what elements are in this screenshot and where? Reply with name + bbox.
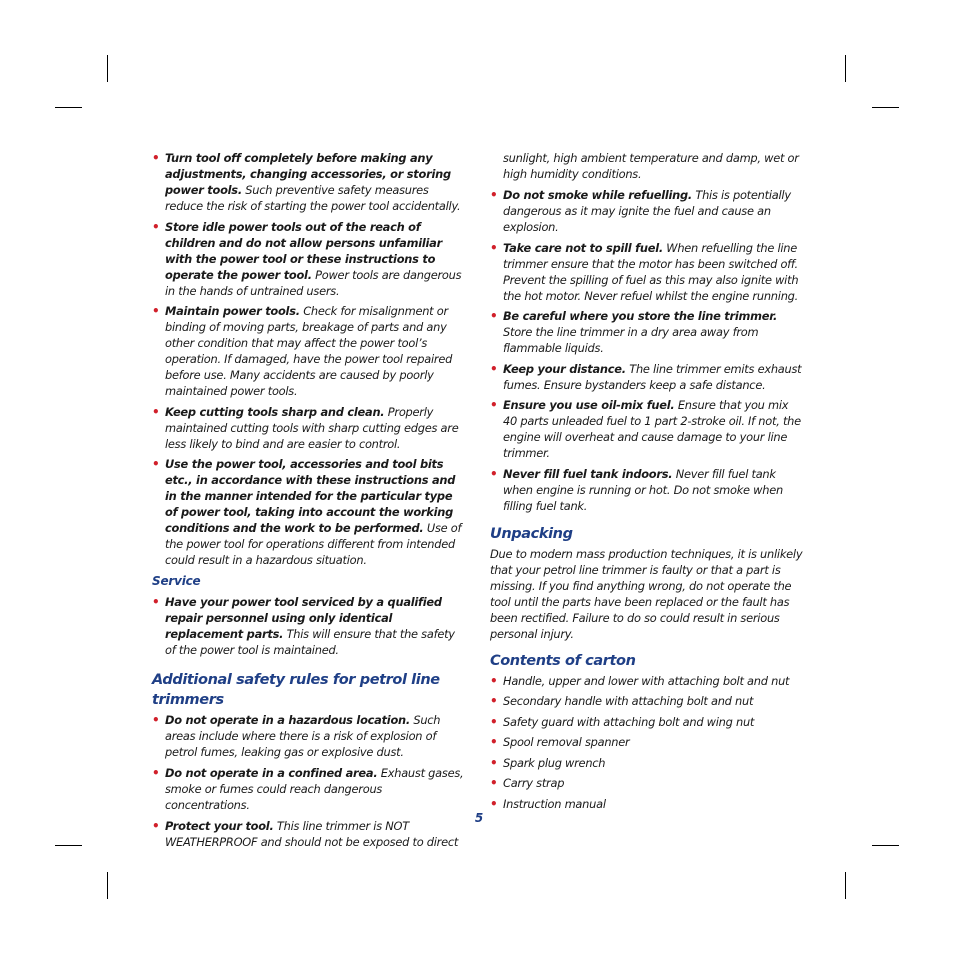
item-lead: Ensure you use oil-mix fuel. bbox=[503, 398, 675, 413]
list-item bbox=[490, 673, 803, 689]
bullet-icon: • bbox=[152, 219, 160, 234]
item-text: This will ensure that the safety of the power tool is maintained. bbox=[165, 627, 455, 658]
item-text: Use of the power tool for operations different from intended could result in a hazardous situation. bbox=[165, 521, 462, 568]
list-item bbox=[490, 734, 803, 750]
list-item bbox=[490, 693, 803, 709]
list-item bbox=[490, 240, 803, 304]
left-column bbox=[152, 150, 465, 854]
item-text: Properly maintained cutting tools with sharp cutting edges are less likely to bind and are easier to control. bbox=[165, 404, 459, 451]
list-item bbox=[152, 303, 465, 399]
item-text: Store the line trimmer in a dry area away from flammable liquids. bbox=[503, 325, 759, 356]
crop-mark bbox=[845, 872, 846, 899]
list-item bbox=[152, 712, 465, 760]
item-text: Never fill fuel tank when engine is running or hot. Do not smoke when filling fuel tank. bbox=[503, 466, 783, 513]
right-column bbox=[490, 150, 803, 816]
item-text: Power tools are dangerous in the hands of untrained users. bbox=[165, 267, 462, 298]
bullet-icon: • bbox=[490, 466, 498, 481]
item-text: The line trimmer emits exhaust fumes. Ensure bystanders keep a safe distance. bbox=[503, 361, 802, 392]
crop-mark bbox=[845, 55, 846, 82]
bullet-icon: • bbox=[152, 713, 160, 728]
service-heading: Service bbox=[152, 574, 201, 589]
unpacking-heading: Unpacking bbox=[490, 525, 573, 542]
item-lead: Do not smoke while refuelling. bbox=[503, 188, 692, 202]
list-item bbox=[152, 594, 465, 658]
item-text: Ensure that you mix 40 parts unleaded fuel to 1 part 2-stroke oil. If not, the engine will overheat and cause damage to your line trimmer. bbox=[503, 398, 801, 461]
item-lead: Turn tool off completely before making any adjustments, changing accessories, or storing power tools. bbox=[165, 151, 451, 197]
list-item bbox=[490, 397, 803, 461]
bullet-icon: • bbox=[490, 188, 498, 202]
bullet-icon: • bbox=[490, 361, 498, 376]
item-text: When refuelling the line trimmer ensure that the motor has been switched off. Prevent the spilling of fuel as this may also ignite with the hot motor. Never refuel whilst the engine running. bbox=[503, 240, 799, 303]
item-lead: Protect your tool. bbox=[165, 818, 274, 833]
contents-heading: Contents of carton bbox=[490, 652, 636, 669]
crop-mark bbox=[872, 845, 899, 846]
bullet-icon: • bbox=[152, 595, 160, 610]
item-lead: Keep cutting tools sharp and clean. bbox=[165, 404, 385, 419]
item-lead: Do not operate in a confined area. bbox=[165, 765, 378, 780]
item-text: Safety guard with attaching bolt and wing nut bbox=[503, 714, 755, 729]
list-item bbox=[490, 466, 803, 514]
item-text: Spark plug wrench bbox=[503, 755, 606, 770]
list-item bbox=[490, 187, 803, 235]
item-text: Instruction manual bbox=[503, 796, 606, 811]
item-text: Such preventive safety measures reduce the risk of starting the power tool accidentally. bbox=[165, 183, 461, 213]
item-lead: Have your power tool serviced by a qualified repair personnel using only identical replacement parts. bbox=[165, 595, 442, 642]
bullet-icon: • bbox=[490, 240, 498, 255]
item-lead: Never fill fuel tank indoors. bbox=[503, 466, 673, 481]
bullet-icon: • bbox=[490, 714, 498, 729]
list-item bbox=[152, 818, 465, 850]
continuation-text: sunlight, high ambient temperature and damp, wet or high humidity conditions. bbox=[503, 151, 799, 181]
bullet-icon: • bbox=[152, 457, 160, 472]
bullet-icon: • bbox=[152, 304, 160, 319]
item-text: Secondary handle with attaching bolt and nut bbox=[503, 694, 754, 709]
crop-mark bbox=[55, 845, 82, 846]
list-item bbox=[152, 456, 465, 568]
list-item bbox=[490, 361, 803, 393]
list-item bbox=[152, 219, 465, 299]
bullet-icon: • bbox=[152, 818, 160, 833]
list-item bbox=[490, 714, 803, 730]
page-number: 5 bbox=[474, 811, 484, 825]
crop-mark bbox=[107, 872, 108, 899]
bullet-icon: • bbox=[490, 796, 498, 811]
item-lead: Use the power tool, accessories and tool bits etc., in accordance with these instructions and in the manner intended for the particular type of power tool, taking into account the working conditions and the work to be performed. bbox=[165, 457, 456, 536]
bullet-icon: • bbox=[152, 151, 160, 165]
item-text: Handle, upper and lower with attaching bolt and nut bbox=[503, 673, 790, 688]
bullet-icon: • bbox=[490, 309, 498, 324]
item-text: Exhaust gases, smoke or fumes could reach dangerous concentrations. bbox=[165, 765, 464, 812]
bullet-icon: • bbox=[152, 765, 160, 780]
item-text: Carry strap bbox=[503, 776, 565, 791]
list-item bbox=[490, 775, 803, 791]
item-lead: Keep your distance. bbox=[503, 361, 626, 376]
item-text: Spool removal spanner bbox=[503, 735, 630, 750]
item-text: This line trimmer is NOT WEATHERPROOF and should not be exposed to direct bbox=[165, 818, 459, 849]
list-item bbox=[490, 796, 803, 812]
crop-mark bbox=[55, 107, 82, 108]
list-item bbox=[490, 755, 803, 771]
bullet-icon: • bbox=[490, 398, 498, 413]
bullet-icon: • bbox=[490, 755, 498, 770]
bullet-icon: • bbox=[152, 404, 160, 419]
unpacking-text: Due to modern mass production techniques, it is unlikely that your petrol line trimmer is faulty or that a part is missing. If you find anything wrong, do not operate the tool until the parts have been replaced or the fault has been rectified. Failure to do so could result in serious personal injury. bbox=[490, 546, 803, 641]
list-item bbox=[152, 404, 465, 452]
petrol-safety-list-continued bbox=[490, 187, 803, 514]
bullet-icon: • bbox=[490, 735, 498, 750]
crop-mark bbox=[107, 55, 108, 82]
item-lead: Maintain power tools. bbox=[165, 304, 300, 319]
bullet-icon: • bbox=[490, 694, 498, 709]
petrol-safety-list bbox=[152, 712, 465, 849]
item-lead: Do not operate in a hazardous location. bbox=[165, 713, 410, 728]
item-text: Such areas include where there is a risk of explosion of petrol fumes, leaking gas or explosive dust. bbox=[165, 713, 441, 760]
list-item bbox=[490, 308, 803, 356]
crop-mark bbox=[872, 107, 899, 108]
item-lead: Be careful where you store the line trimmer. bbox=[503, 309, 778, 324]
petrol-safety-heading: Additional safety rules for petrol line trimmers bbox=[152, 672, 440, 709]
item-text: Check for misalignment or binding of moving parts, breakage of parts and any other condition that may affect the power tool’s operation. If damaged, have the power tool repaired before use. Many accidents are caused by poorly maintained power tools. bbox=[165, 304, 453, 399]
item-text: This is potentially dangerous as it may ignite the fuel and cause an explosion. bbox=[503, 188, 791, 234]
item-lead: Store idle power tools out of the reach of children and do not allow persons unfamiliar with the power tool or these instructions to operate the power tool. bbox=[165, 219, 442, 282]
list-item bbox=[152, 765, 465, 813]
bullet-icon: • bbox=[490, 776, 498, 791]
contents-list bbox=[490, 673, 803, 812]
service-list bbox=[152, 594, 465, 658]
safety-list bbox=[152, 150, 465, 568]
item-lead: Take care not to spill fuel. bbox=[503, 240, 663, 255]
bullet-icon: • bbox=[490, 673, 498, 688]
list-item bbox=[152, 150, 465, 214]
